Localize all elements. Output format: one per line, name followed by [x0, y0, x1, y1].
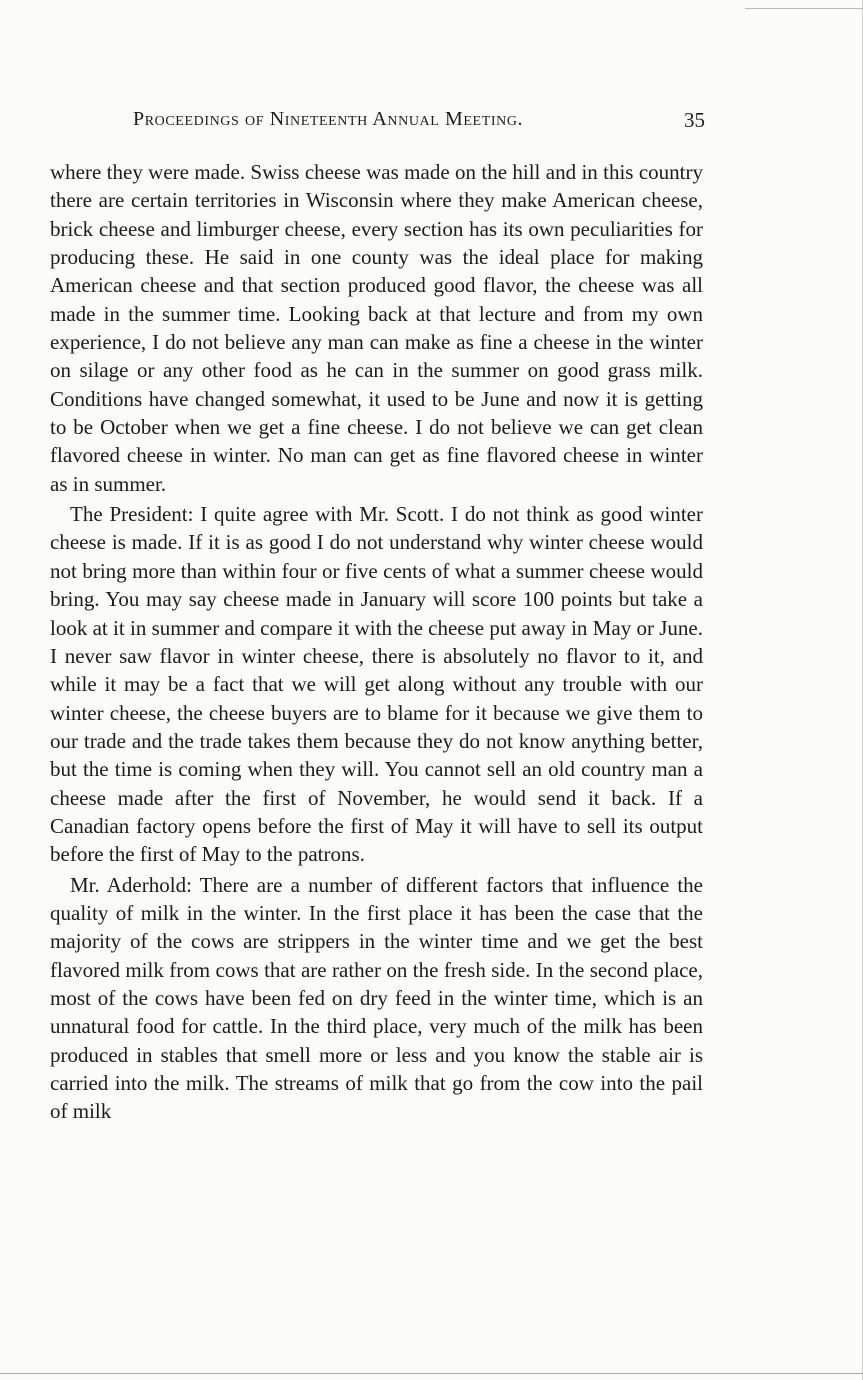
paragraph-continuation: where they were made. Swiss cheese was made on the hill and in this country there are certain territories in Wisconsin where they make American cheese, brick cheese and limburger cheese, every section has its own peculiarities for producing these. He said in one county was the ideal place for making American cheese and that section produced good flavor, the cheese was all made in the summer time. Looking back at that lecture and from my own experience, I do not believe any man can make as fine a cheese in the winter on silage or any other food as he can in the summer on good grass milk. Conditions have changed somewhat, it used to be June and now it is getting to be October when we get a fine cheese. I do not believe we can get clean flavored cheese in winter. No man can get as fine flavored cheese in winter as in summer.: [50, 160, 703, 496]
scan-edge-bottom: [0, 1373, 863, 1374]
paragraph-aderhold: Mr. Aderhold: There are a number of different factors that influence the quality of milk in the winter. In the first place it has been the case that the majority of the cows are strippers in the winter time and we get the best flavored milk from cows that are rather on the fresh side. In the second place, most of the cows have been fed on dry feed in the winter time, which is an unnatural food for cattle. In the third place, very much of the milk has been produced in stables that smell more or less and you know the stable air is carried into the milk. The streams of milk that go from the cow into the pail of milk: [50, 872, 703, 1124]
page-number: 35: [684, 108, 705, 132]
paragraph-president: The President: I quite agree with Mr. Scott. I do not think as good winter cheese is made. If it is as good I do not understand why winter cheese would not bring more than within four or five cents of what a summer cheese would bring. You may say cheese made in January will score 100 points but take a look at it in summer and compare it with the cheese put away in May or June. I never saw flavor in winter cheese, there is absolutely no flavor to it, and while it may be a fact that we will get along without any trouble with our winter cheese, the cheese buyers are to blame for it because we give them to our trade and the trade takes them because they do not know anything better, but the time is coming when they will. You cannot sell an old country man a cheese made after the first of November, he would send it back. If a Canadian factory opens before the first of May it will have to sell its output before the first of May to the patrons.: [50, 502, 703, 867]
scan-edge-top: [745, 8, 863, 9]
body-text: [50, 158, 703, 1126]
page-header: [133, 108, 705, 138]
running-title: Proceedings of Nineteenth Annual Meeting.: [133, 108, 524, 130]
